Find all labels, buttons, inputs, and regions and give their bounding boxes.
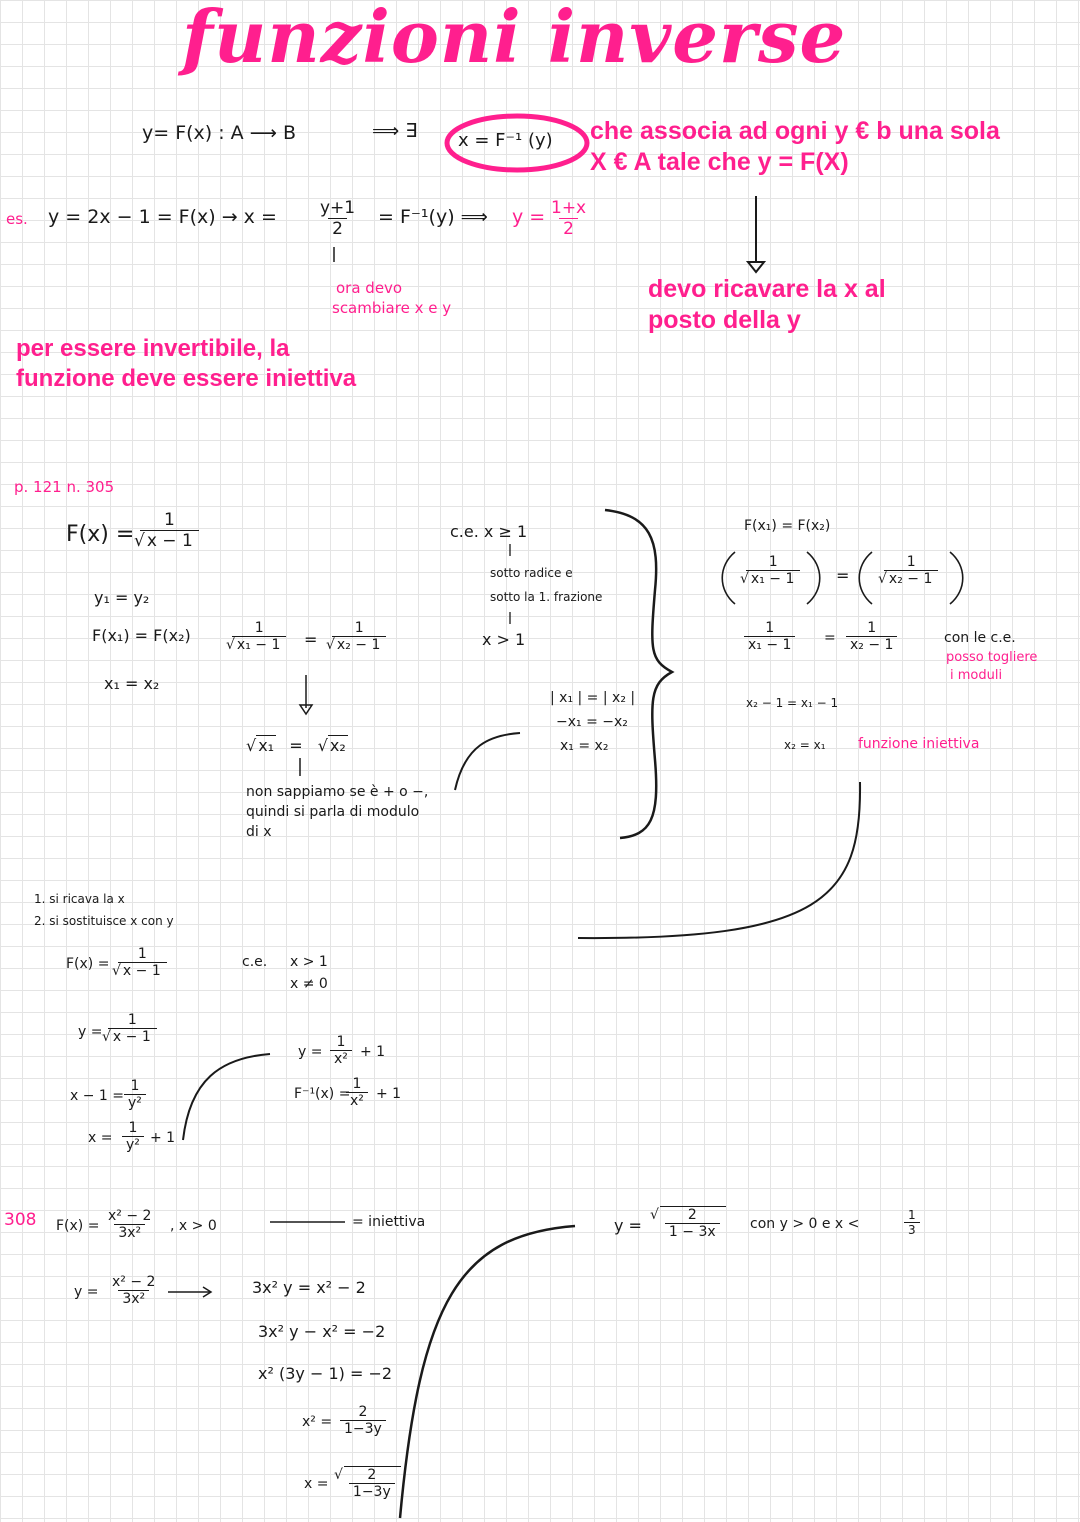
definition-explain-line1: che associa ad ogni y € b una sola <box>590 117 1000 145</box>
ex308-y-num: x² − 2 <box>112 1274 156 1290</box>
ex308-step5-fraction <box>344 1466 401 1500</box>
inv305-yres-fraction <box>326 1034 356 1067</box>
definition-mapping: y= F(x) : A ⟶ B <box>142 122 297 144</box>
example-mid: = F⁻¹(y) ⟹ <box>378 206 488 228</box>
ex305-eq-right <box>328 620 390 653</box>
ex308-step4-num: 2 <box>358 1404 368 1420</box>
inv305-yres-tail: + 1 <box>360 1044 386 1060</box>
ex305-eq-den-right: √ x₂ − 1 <box>336 636 382 653</box>
ex308-f-fraction <box>100 1208 159 1241</box>
ex308-result-lhs: y = <box>614 1216 642 1235</box>
ex308-y-den: 3x² <box>118 1290 149 1307</box>
arrow-note-line1: devo ricavare la x al <box>648 275 886 303</box>
ex308-step3: x² (3y − 1) = −2 <box>258 1364 393 1383</box>
ce-side-line1: con le c.e. <box>944 630 1016 646</box>
definition-inverse: x = F⁻¹ (y) <box>458 130 553 151</box>
injective-note-line1: per essere invertibile, la <box>16 335 290 362</box>
ce-side-line3: i moduli <box>950 668 1003 683</box>
ex305-right-eq: = <box>836 566 850 585</box>
inv305-x2-tail: + 1 <box>150 1130 176 1146</box>
example-note-line1: ora devo <box>336 279 403 297</box>
ex305-x1x2: x₁ = x₂ <box>104 674 160 693</box>
ex305-sqrt-eq: √ x₁ = √ x₂ <box>256 736 348 755</box>
step-2: 2. si sostituisce x con y <box>34 914 174 928</box>
ex308-step1: 3x² y = x² − 2 <box>252 1278 366 1297</box>
exercise-308-number: 308 <box>4 1210 37 1230</box>
sign-note-line1: non sappiamo se è + o −, <box>246 784 429 800</box>
ex308-result-den: 1 − 3x <box>665 1223 720 1240</box>
exercise-305-ref: p. 121 n. 305 <box>14 478 115 496</box>
ex308-f-den: 3x² <box>114 1224 145 1241</box>
ex305-right-frac-num-l: 1 <box>765 620 775 636</box>
ex305-right-frac-den-r: x₂ − 1 <box>846 636 897 653</box>
inv305-y-fraction <box>104 1012 161 1045</box>
ex305-right-frac4 <box>842 620 901 653</box>
ex305-ce-note-line2: sotto la 1. frazione <box>490 590 603 604</box>
example-label: es. <box>6 210 28 228</box>
inv305-f-fraction <box>114 946 171 979</box>
ex305-fx1fx2: F(x₁) = F(x₂) <box>92 626 191 645</box>
inv305-finv-fraction <box>342 1076 372 1109</box>
inv305-yres-num: 1 <box>336 1034 346 1050</box>
inv305-ce-label: c.e. <box>242 954 268 970</box>
ex308-result-cond-den: 3 <box>904 1222 920 1237</box>
ex305-right-step1: x₂ − 1 = x₁ − 1 <box>746 696 839 710</box>
inv305-x2-fraction <box>118 1120 148 1153</box>
ex308-result-cond-num: 1 <box>908 1208 916 1222</box>
ex308-result-fraction <box>660 1206 726 1240</box>
ex308-f-num: x² − 2 <box>108 1208 152 1224</box>
page-title: funzioni inverse <box>182 0 847 79</box>
ex305-right-den2: √ x₂ − 1 <box>888 570 934 587</box>
definition-implies: ⟹ ∃ <box>372 120 418 142</box>
ex308-step5-lhs: x = <box>304 1476 329 1492</box>
ex308-cond: , x > 0 <box>170 1218 217 1234</box>
ex305-sqrt-left: √ x₁ <box>256 735 276 755</box>
example-frac1-num: y+1 <box>320 198 356 218</box>
ex305-eq-den-left: √ x₁ − 1 <box>236 636 282 653</box>
ex308-result-num: √ 2 <box>687 1207 697 1223</box>
inv305-ce1: x > 1 <box>290 954 328 970</box>
ex305-right-step2: x₂ = x₁ <box>784 738 826 752</box>
inv305-x2-den: y² <box>122 1136 144 1153</box>
ex308-result-cond-fraction <box>900 1208 924 1237</box>
ex305-ce-label: c.e. x ≥ 1 <box>450 522 528 541</box>
ex305-f-lhs: F(x) = <box>66 522 135 547</box>
inv305-yres-lhs: y = <box>298 1044 323 1060</box>
ex305-eq-num-right: 1 <box>354 620 364 636</box>
ex308-injective: = iniettiva <box>352 1214 426 1230</box>
ex305-eq-sign: = <box>304 630 318 649</box>
ex305-right-frac1 <box>742 554 804 587</box>
inv305-x1-num: 1 <box>130 1078 140 1094</box>
inv305-y-den: √ x − 1 <box>112 1028 153 1045</box>
ex305-right-frac3 <box>740 620 799 653</box>
example-result-fraction <box>543 198 594 239</box>
ex305-y1y2: y₁ = y₂ <box>94 588 150 607</box>
inv305-f-num: 1 <box>137 946 147 962</box>
inv305-f-den: √ x − 1 <box>122 962 163 979</box>
ex305-ce-result: x > 1 <box>482 630 526 649</box>
ce-side-line2: posso togliere <box>946 650 1038 665</box>
ex305-eq-num-left: 1 <box>254 620 264 636</box>
ex308-y-lhs: y = <box>74 1284 99 1300</box>
example-lhs: y = 2x − 1 = F(x) → x = <box>48 206 277 228</box>
sign-note-line3: di x <box>246 824 272 840</box>
example-result-den: 2 <box>559 218 578 239</box>
inv305-finv-lhs: F⁻¹(x) = <box>294 1086 351 1102</box>
ex305-right-eq2: = <box>824 630 836 646</box>
ex305-abs-line2: −x₁ = −x₂ <box>556 714 628 730</box>
inv305-x2-lhs: x = <box>88 1130 113 1146</box>
arrow-note-line2: posto della y <box>648 306 801 334</box>
ex305-abs-line1: | x₁ | = | x₂ | <box>550 690 636 706</box>
ex308-step5-num: √ 2 <box>367 1467 377 1483</box>
inv305-y-num: 1 <box>127 1012 137 1028</box>
ex305-right-frac-num-r: 1 <box>867 620 877 636</box>
ex308-step2: 3x² y − x² = −2 <box>258 1322 386 1341</box>
inv305-x1-den: y² <box>124 1094 146 1111</box>
ex305-right-head: F(x₁) = F(x₂) <box>744 518 831 534</box>
pink-arrow-head <box>748 262 764 272</box>
ex305-right-num2: 1 <box>906 554 916 570</box>
ex305-right-frac-den-l: x₁ − 1 <box>744 636 795 653</box>
example-fraction-1 <box>312 198 363 239</box>
ex308-step4-fraction <box>336 1404 390 1437</box>
ex308-f-lhs: F(x) = <box>56 1218 100 1234</box>
ex305-sqrt-right: √ x₂ <box>328 735 348 755</box>
ex305-right-injective: funzione iniettiva <box>858 736 980 752</box>
ex308-step5-den: 1−3y <box>349 1483 395 1500</box>
ex305-f-num: 1 <box>163 510 175 530</box>
ex305-eq-left <box>228 620 290 653</box>
inv305-finv-den: x² <box>346 1092 368 1109</box>
inv305-yres-den: x² <box>330 1050 352 1067</box>
inv305-ce2: x ≠ 0 <box>290 976 328 992</box>
ex305-right-den1: √ x₁ − 1 <box>750 570 796 587</box>
inv305-x1-fraction <box>120 1078 150 1111</box>
ex305-right-frac2 <box>880 554 942 587</box>
ex308-y-fraction <box>104 1274 163 1307</box>
inv305-finv-num: 1 <box>352 1076 362 1092</box>
big-brace <box>605 510 672 838</box>
ex305-f-den: √ x − 1 <box>144 530 195 551</box>
example-result-lhs: y = <box>512 206 546 228</box>
inv305-y-lhs: y = <box>78 1024 103 1040</box>
injective-note-line2: funzione deve essere iniettiva <box>16 365 357 392</box>
step-1: 1. si ricava la x <box>34 892 125 906</box>
example-frac1-den: 2 <box>328 218 347 239</box>
ex308-step4-lhs: x² = <box>302 1414 333 1430</box>
example-result-num: 1+x <box>551 198 587 218</box>
example-note-line2: scambiare x e y <box>332 299 452 317</box>
definition-explain-line2: X € A tale che y = F(X) <box>590 148 849 176</box>
ex308-step4-den: 1−3y <box>340 1420 386 1437</box>
inv305-f-lhs: F(x) = <box>66 956 110 972</box>
ex305-ce-note-line1: sotto radice e <box>490 566 573 580</box>
ex305-right-num1: 1 <box>768 554 778 570</box>
sign-note-line2: quindi si parla di modulo <box>246 804 420 820</box>
inv305-finv-tail: + 1 <box>376 1086 402 1102</box>
ex308-result-cond: con y > 0 e x < <box>750 1216 860 1232</box>
inv305-x1-lhs: x − 1 = <box>70 1088 125 1104</box>
ex305-f-fraction <box>136 510 203 551</box>
ex305-abs-line3: x₁ = x₂ <box>560 738 609 754</box>
inv305-x2-num: 1 <box>128 1120 138 1136</box>
